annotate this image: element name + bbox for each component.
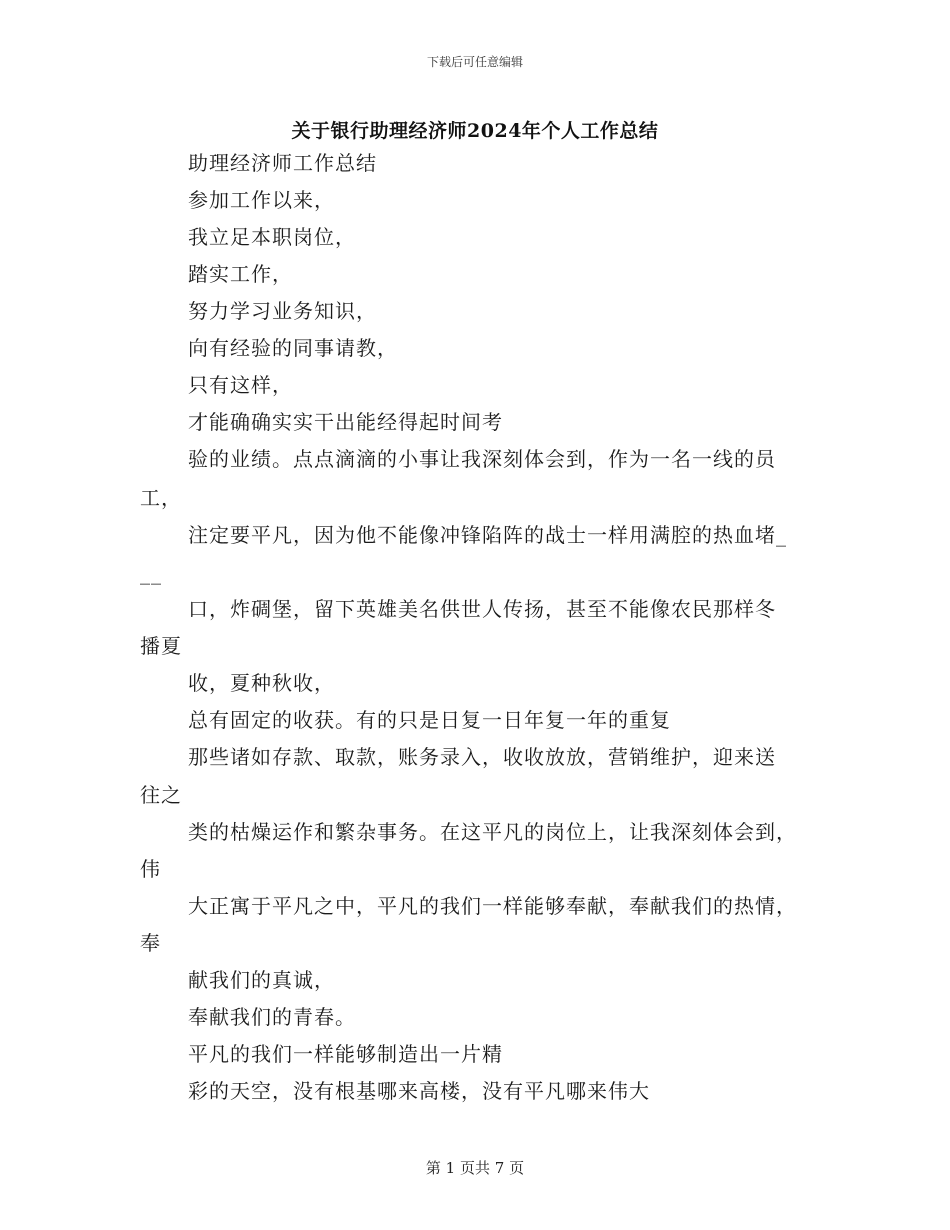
body-line-continuation: 播夏 bbox=[140, 634, 182, 658]
body-line: 献我们的真诚， bbox=[188, 968, 335, 992]
body-line: 那些诸如存款、取款，账务录入，收收放放，营销维护，迎来送 bbox=[188, 745, 776, 769]
body-line: 才能确确实实干出能经得起时间考 bbox=[188, 410, 503, 434]
header-note: 下载后可任意编辑 bbox=[426, 55, 523, 69]
body-line: 奉献我们的青春。 bbox=[188, 1005, 356, 1029]
body-line: 大正寓于平凡之中，平凡的我们一样能够奉献，奉献我们的热情， bbox=[188, 894, 797, 918]
body-line: 彩的天空，没有根基哪来高楼，没有平凡哪来伟大 bbox=[188, 1079, 650, 1103]
body-line-continuation: 伟 bbox=[140, 857, 161, 881]
body-line-continuation: 奉 bbox=[140, 931, 161, 955]
body-line: 努力学习业务知识， bbox=[188, 299, 377, 323]
body-line: 助理经济师工作总结 bbox=[188, 151, 377, 175]
body-line: 类的枯燥运作和繁杂事务。在这平凡的岗位上，让我深刻体会到， bbox=[188, 820, 797, 844]
body-line: 验的业绩。点点滴滴的小事让我深刻体会到，作为一名一线的员 bbox=[188, 447, 776, 471]
body-line: 我立足本职岗位， bbox=[188, 225, 356, 249]
body-line: 总有固定的收获。有的只是日复一日年复一年的重复 bbox=[188, 708, 671, 732]
body-line: 收，夏种秋收， bbox=[188, 671, 335, 695]
body-line-continuation: 工， bbox=[140, 486, 182, 510]
document-title: 关于银行助理经济师2024年个人工作总结 bbox=[291, 120, 659, 142]
body-line: 口，炸碉堡，留下英雄美名供世人传扬，甚至不能像农民那样冬 bbox=[188, 597, 776, 621]
body-line: 平凡的我们一样能够制造出一片精 bbox=[188, 1042, 503, 1066]
body-line: 踏实工作， bbox=[188, 262, 293, 286]
body-line-continuation: 往之 bbox=[140, 783, 182, 807]
body-line: 只有这样， bbox=[188, 373, 293, 397]
body-line: 注定要平凡，因为他不能像冲锋陷阵的战士一样用满腔的热血堵_ bbox=[188, 523, 787, 547]
page-footer: 第 1 页共 7 页 bbox=[425, 1159, 525, 1177]
body-line: 向有经验的同事请教， bbox=[188, 336, 398, 360]
body-line: 参加工作以来， bbox=[188, 188, 335, 212]
body-line-continuation: __ bbox=[140, 561, 162, 585]
